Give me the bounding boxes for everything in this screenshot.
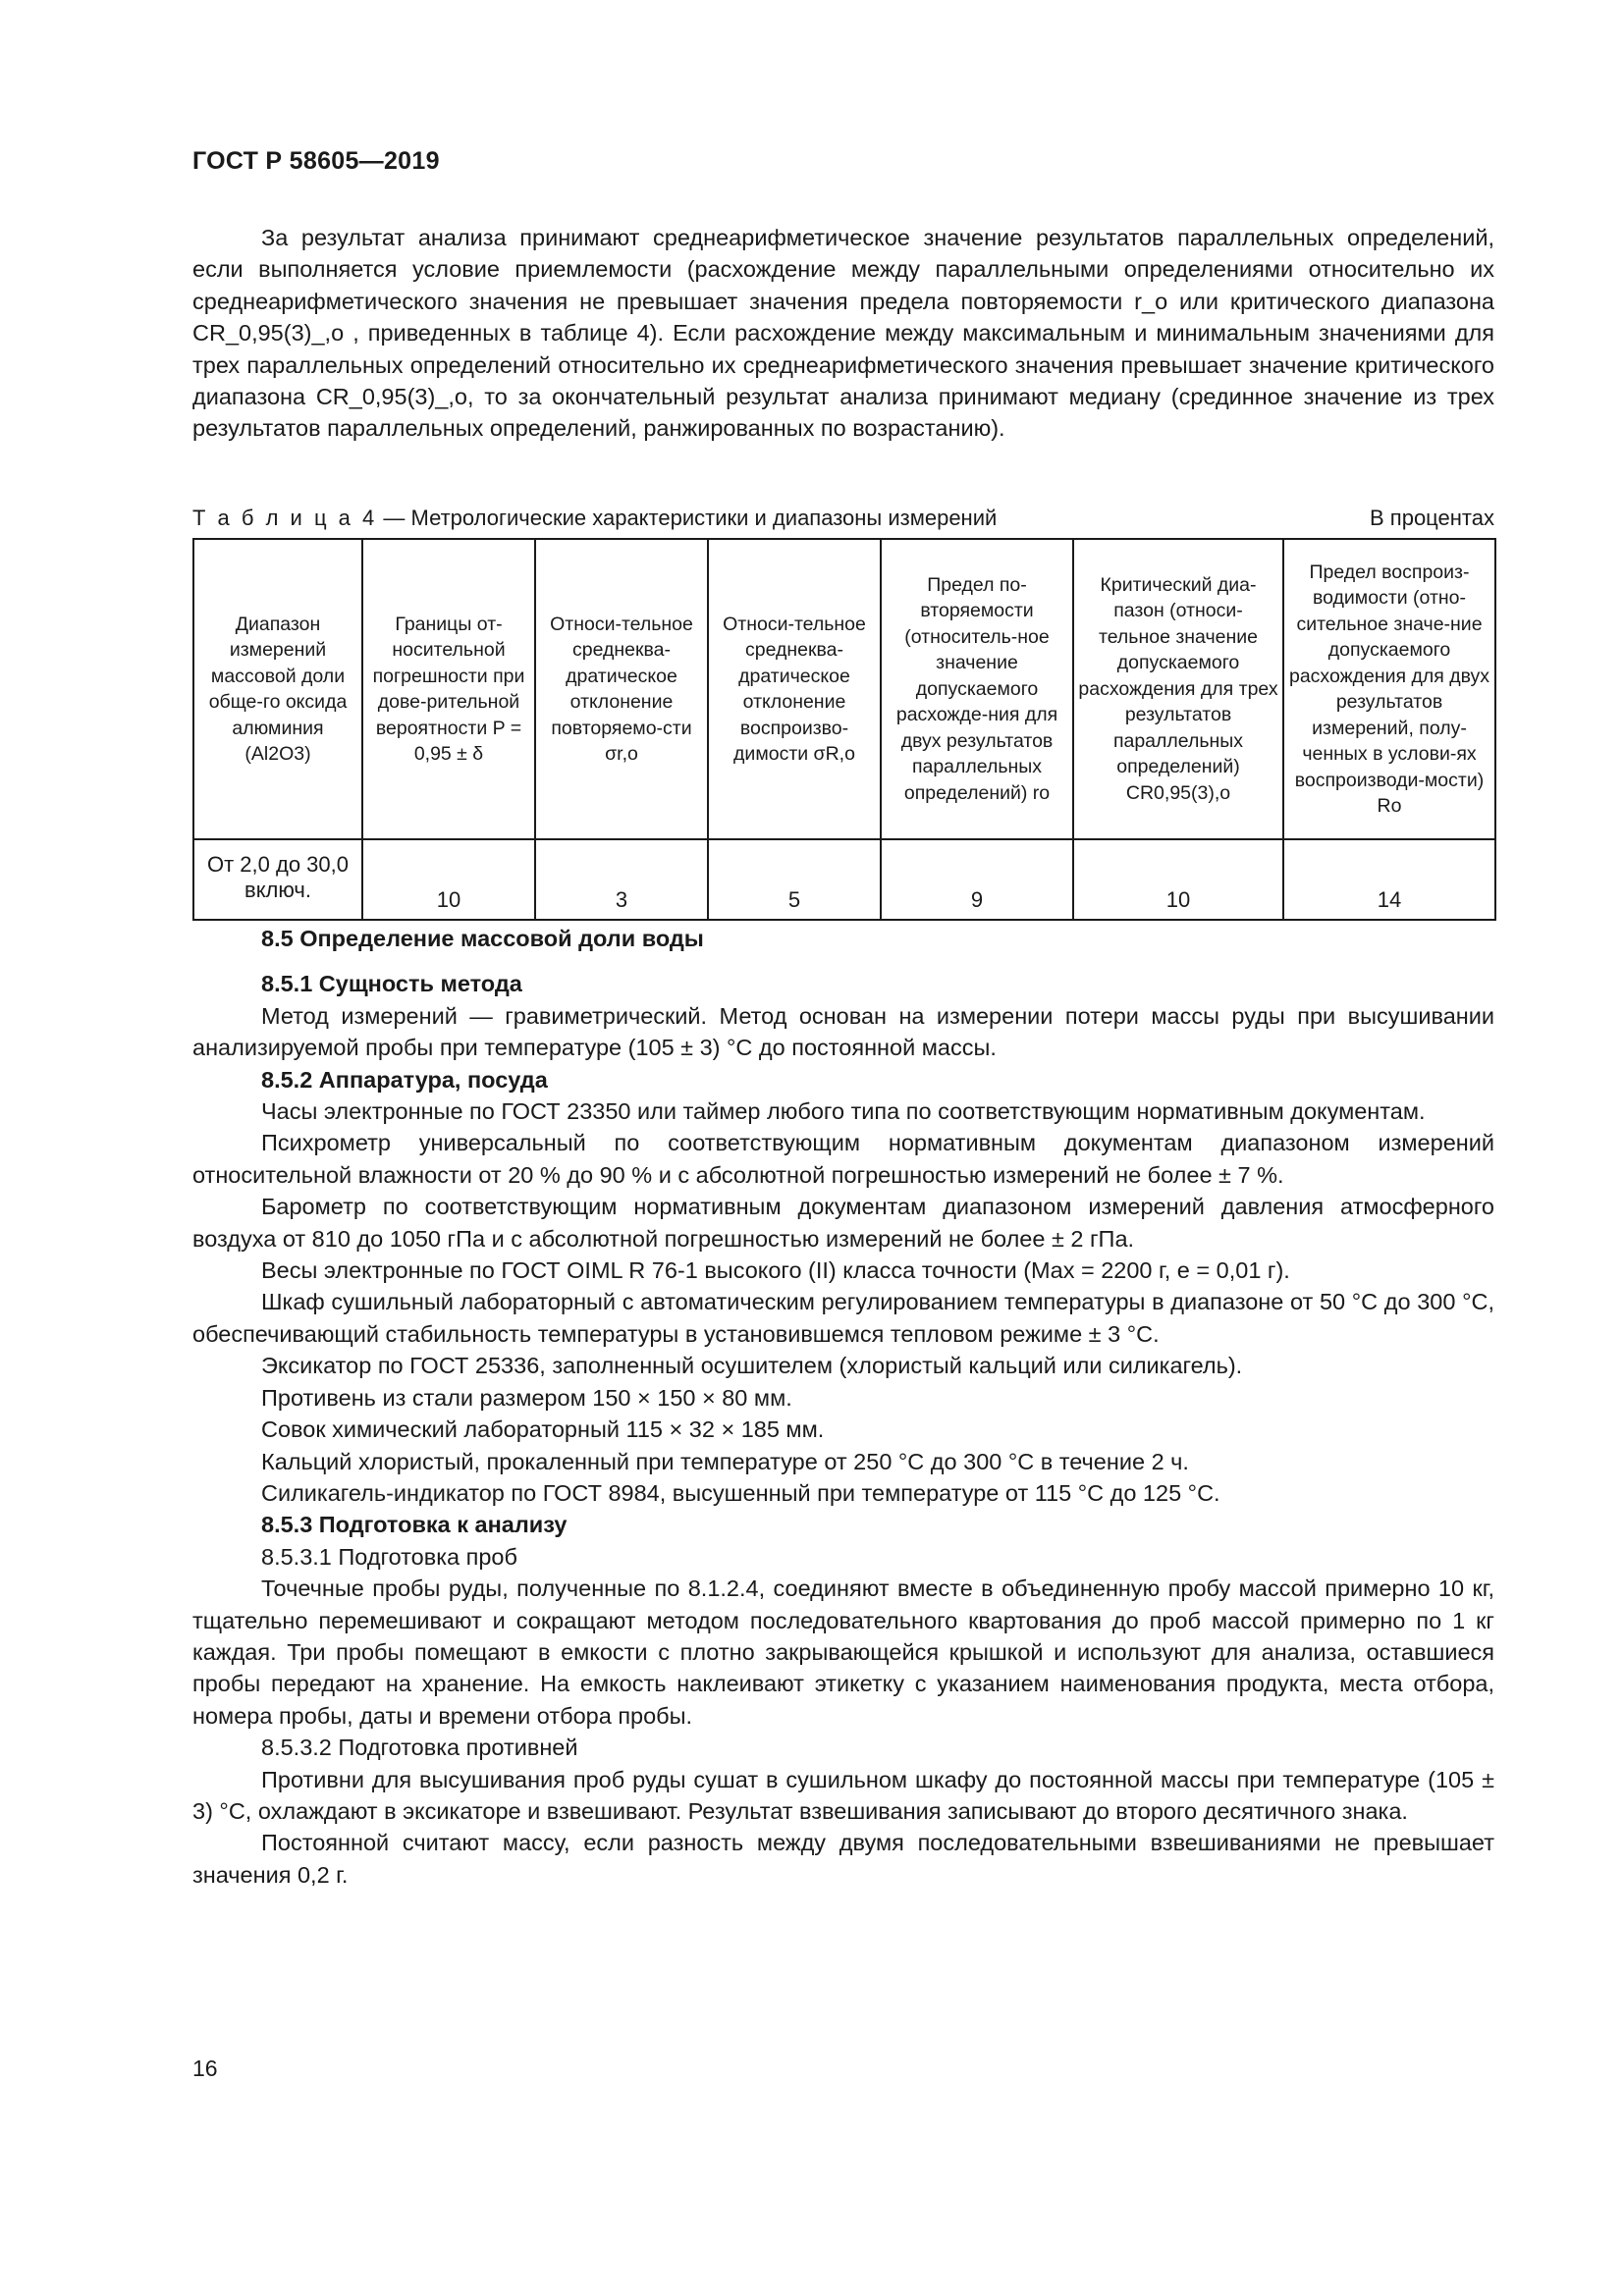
table-cell: 10 [362, 839, 535, 920]
header-cell: Предел воспроиз-водимости (отно-сительное значе-ние допускаемого расхождения для двух результатов измерений, полу-ченных в услови-ях воспроизводи-мости) Rо [1283, 539, 1495, 839]
table-cell: 9 [881, 839, 1073, 920]
water-content-section [192, 923, 1494, 1891]
heading-8-5-2: 8.5.2 Аппаратура, посуда [261, 1066, 548, 1093]
equipment-item: Совок химический лабораторный 115 × 32 × 185 мм. [261, 1416, 825, 1443]
equipment-item: Весы электронные по ГОСТ OIML R 76-1 высокого (II) класса точности (Max = 2200 г, e = 0,01 г). [261, 1257, 1290, 1284]
header-cell: Границы от-носительной погрешности при дове-рительной вероятности P = 0,95 ± δ [362, 539, 535, 839]
equipment-item: Силикагель-индикатор по ГОСТ 8984, высушенный при температуре от 115 °С до 125 °С. [261, 1479, 1220, 1506]
heading-8-5-1: 8.5.1 Сущность метода [261, 971, 522, 997]
heading-8-5-3-1: 8.5.3.1 Подготовка проб [261, 1543, 517, 1570]
table-cell: 14 [1283, 839, 1495, 920]
table-cell: От 2,0 до 30,0 включ. [193, 839, 362, 920]
table-unit: В процентах [1370, 506, 1494, 530]
table-cell: 10 [1073, 839, 1283, 920]
constant-mass-paragraph: Постоянной считают массу, если разность между двумя последовательными взвешиваниями не превышает значения 0,2 г. [192, 1830, 1494, 1888]
samples-paragraph: Точечные пробы руды, полученные по 8.1.2.4, соединяют вместе в объединенную пробу массой примерно 10 кг, тщательно перемешивают и сокращают методом последовательного квартования до проб массой примерно по 1 кг каждая. Три пробы помещают в емкости с плотно закрывающейся крышкой и используют для анализа, оставшиеся пробы передают на хранение. На емкость наклеивают этикетку с указанием наименования продукта, места отбора, номера пробы, даты и времени отбора пробы. [192, 1575, 1494, 1729]
table-caption-label: Т а б л и ц а 4 [192, 506, 378, 530]
header-cell: Относи-тельное среднеква-дратическое отклонение воспроизво-димости σR,о [708, 539, 881, 839]
metrology-table [192, 538, 1496, 921]
intro-section [192, 222, 1494, 445]
heading-8-5-3: 8.5.3 Подготовка к анализу [261, 1512, 568, 1538]
table-caption-row [192, 505, 1494, 532]
equipment-item: Кальций хлористый, прокаленный при температуре от 250 °С до 300 °С в течение 2 ч. [261, 1448, 1189, 1474]
header-cell: Критический диа-пазон (относи-тельное значение допускаемого расхождения для трех результатов параллельных определений) CR0,95(3),о [1073, 539, 1283, 839]
equipment-item: Часы электронные по ГОСТ 23350 или таймер любого типа по соответствующим нормативным документам. [261, 1098, 1426, 1125]
table-caption-text: — Метрологические характеристики и диапазоны измерений [377, 506, 998, 530]
table-caption [192, 505, 997, 532]
table-header-row [193, 539, 1495, 839]
intro-paragraph: За результат анализа принимают среднеарифметическое значение результатов параллельных определений, если выполняется условие приемлемости (расхождение между параллельными определениями относительно их среднеарифметического значения не превышает значения предела повторяемости r_о или критического диапазона CR_0,95(3)_,о , приведенных в таблице 4). Если расхождение между максимальным и минимальным значениями для трех параллельных определений относительно их среднеарифметического значения превышает значение критического диапазона CR_0,95(3)_,о, то за окончательный результат анализа принимают медиану (срединное значение из трех результатов параллельных определений, ранжированных по возрастанию). [192, 225, 1494, 442]
equipment-item: Эксикатор по ГОСТ 25336, заполненный осушителем (хлористый кальций или силикагель). [261, 1353, 1243, 1379]
equipment-item: Противень из стали размером 150 × 150 × 80 мм. [261, 1384, 792, 1411]
method-paragraph: Метод измерений — гравиметрический. Метод основан на измерении потери массы руды при высушивании анализируемой пробы при температуре (105 ± 3) °С до постоянной массы. [192, 1002, 1494, 1061]
header-cell: Диапазон измерений массовой доли обще-го оксида алюминия (Al2O3) [193, 539, 362, 839]
table-cell: 3 [535, 839, 708, 920]
heading-8-5: 8.5 Определение массовой доли воды [261, 926, 704, 951]
equipment-item: Психрометр универсальный по соответствующим нормативным документам диапазоном измерений относительной влажности от 20 % до 90 % и с абсолютной погрешностью измерений не более ± 7 %. [192, 1130, 1494, 1188]
header-cell: Относи-тельное среднеква-дратическое отклонение повторяемо-сти σr,о [535, 539, 708, 839]
equipment-item: Барометр по соответствующим нормативным документам диапазоном измерений давления атмосферного воздуха от 810 до 1050 гПа и с абсолютной погрешностью измерений не более ± 2 гПа. [192, 1194, 1494, 1252]
table-row [193, 839, 1495, 920]
pans-paragraph: Противни для высушивания проб руды сушат в сушильном шкафу до постоянной массы при температуре (105 ± 3) °С, охлаждают в эксикаторе и взвешивают. Результат взвешивания записывают до второго десятичного знака. [192, 1766, 1494, 1824]
table-cell: 5 [708, 839, 881, 920]
document-code: ГОСТ Р 58605—2019 [192, 147, 440, 175]
page-number: 16 [192, 2056, 218, 2081]
header-cell: Предел по-вторяемости (относитель-ное значение допускаемого расхожде-ния для двух результатов параллельных определений) rо [881, 539, 1073, 839]
equipment-item: Шкаф сушильный лабораторный с автоматическим регулированием температуры в диапазоне от 50 °С до 300 °С, обеспечивающий стабильность температуры в установившемся тепловом режиме ± 3 °С. [192, 1289, 1494, 1347]
heading-8-5-3-2: 8.5.3.2 Подготовка противней [261, 1735, 578, 1761]
